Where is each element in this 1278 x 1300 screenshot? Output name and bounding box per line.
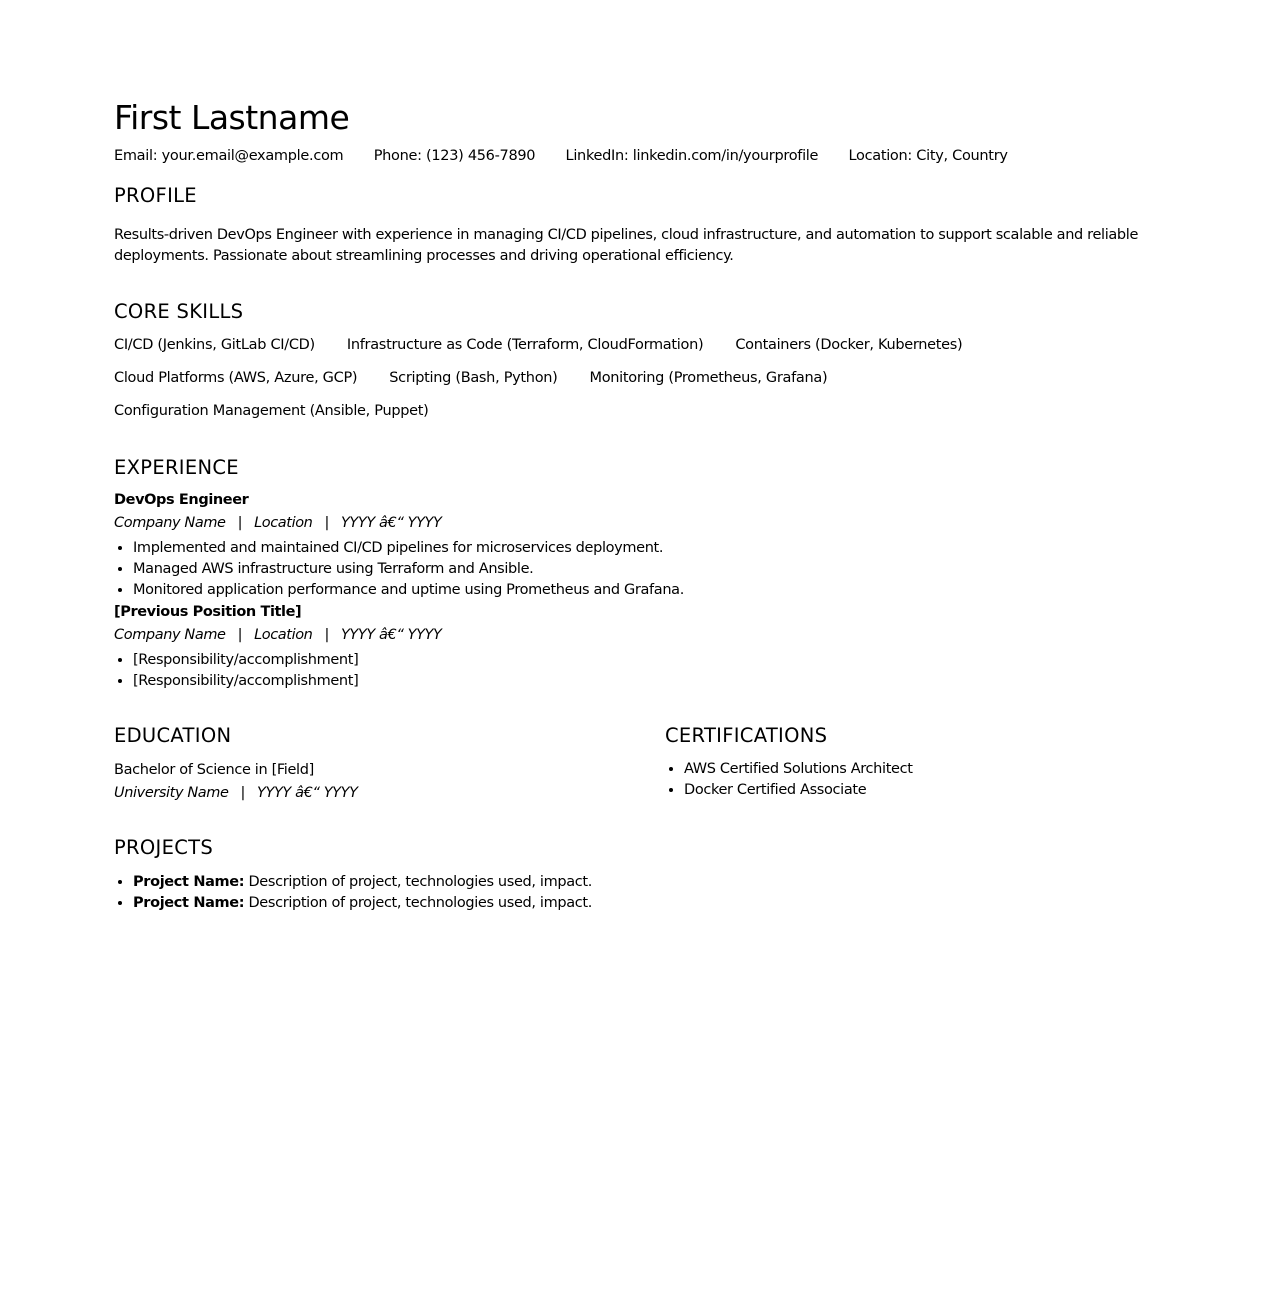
certifications-section <box>665 723 1164 805</box>
job-bullet: • [Responsibility/accomplishment] <box>133 650 1164 671</box>
job-meta <box>114 624 1164 647</box>
job-company: Company Name <box>114 515 226 531</box>
job-location: Location <box>254 515 313 531</box>
job-entry <box>114 489 1164 601</box>
skills-row <box>114 335 1164 368</box>
contact-phone: Phone: (123) 456-7890 <box>373 148 536 164</box>
job-location: Location <box>254 627 313 643</box>
contact-line <box>114 145 1164 167</box>
separator: | <box>237 627 243 643</box>
education-certifications-row <box>114 723 1164 805</box>
certifications-heading: CERTIFICATIONS <box>665 724 828 747</box>
education-heading: EDUCATION <box>114 724 232 747</box>
project-description: Description of project, technologies used, impact. <box>244 874 592 890</box>
job-dates: YYYY â€“ YYYY <box>340 515 442 531</box>
skill-item: Scripting (Bash, Python) <box>389 370 558 386</box>
skill-item: CI/CD (Jenkins, GitLab CI/CD) <box>114 337 315 353</box>
skills-row <box>114 401 1164 434</box>
certifications-list <box>665 759 1164 801</box>
job-bullet: • Implemented and maintained CI/CD pipelines for microservices deployment. <box>133 538 1164 559</box>
job-bullets <box>114 650 1164 692</box>
project-item <box>133 872 1164 893</box>
contact-location: Location: City, Country <box>848 148 1008 164</box>
project-item <box>133 893 1164 914</box>
job-title: [Previous Position Title] <box>114 604 302 620</box>
separator: | <box>324 627 329 643</box>
skills-row <box>114 368 1164 401</box>
job-bullet: • Monitored application performance and uptime using Prometheus and Grafana. <box>133 580 1164 601</box>
job-bullet: • [Responsibility/accomplishment] <box>133 671 1164 692</box>
skill-item: Configuration Management (Ansible, Puppet) <box>114 403 429 419</box>
education-meta <box>114 782 665 805</box>
job-bullets <box>114 538 1164 601</box>
project-description: Description of project, technologies used, impact. <box>244 895 592 911</box>
certification-item: • AWS Certified Solutions Architect <box>684 759 1164 780</box>
skills-list <box>114 335 1164 434</box>
project-name: Project Name: <box>133 874 245 890</box>
skills-section <box>114 299 1164 434</box>
skills-heading: CORE SKILLS <box>114 300 244 323</box>
job-company: Company Name <box>114 627 226 643</box>
separator: | <box>237 515 243 531</box>
certification-item: • Docker Certified Associate <box>684 780 1164 801</box>
education-university: University Name <box>114 785 229 801</box>
profile-section <box>114 183 1164 267</box>
separator: | <box>324 515 329 531</box>
skill-item: Infrastructure as Code (Terraform, CloudFormation) <box>346 337 704 353</box>
experience-section <box>114 455 1164 692</box>
separator: | <box>240 785 246 801</box>
job-entry <box>114 601 1164 692</box>
job-dates: YYYY â€“ YYYY <box>340 627 442 643</box>
skill-item: Monitoring (Prometheus, Grafana) <box>589 370 828 386</box>
projects-heading: PROJECTS <box>114 836 214 859</box>
job-title: DevOps Engineer <box>114 492 249 508</box>
projects-section <box>114 835 1164 914</box>
education-dates: YYYY â€“ YYYY <box>257 785 358 801</box>
job-bullet: • Managed AWS infrastructure using Terraform and Ansible. <box>133 559 1164 580</box>
contact-linkedin: LinkedIn: linkedin.com/in/yourprofile <box>565 148 819 164</box>
experience-heading: EXPERIENCE <box>114 456 239 479</box>
skill-item: Cloud Platforms (AWS, Azure, GCP) <box>114 370 358 386</box>
profile-summary: Results-driven DevOps Engineer with experience in managing CI/CD pipelines, cloud infrastructure, and automation to support scalable and reliable deployments. Passionate about streamlining processes and driving operational efficiency. <box>114 227 1139 264</box>
skill-item: Containers (Docker, Kubernetes) <box>735 337 963 353</box>
project-name: Project Name: <box>133 895 245 911</box>
education-section <box>114 723 665 805</box>
contact-email: Email: your.email@example.com <box>114 148 344 164</box>
resume-page <box>114 96 1164 914</box>
job-meta <box>114 512 1164 535</box>
education-degree: Bachelor of Science in [Field] <box>114 762 314 778</box>
profile-heading: PROFILE <box>114 184 197 207</box>
projects-list <box>114 872 1164 914</box>
candidate-name: First Lastname <box>114 98 350 137</box>
